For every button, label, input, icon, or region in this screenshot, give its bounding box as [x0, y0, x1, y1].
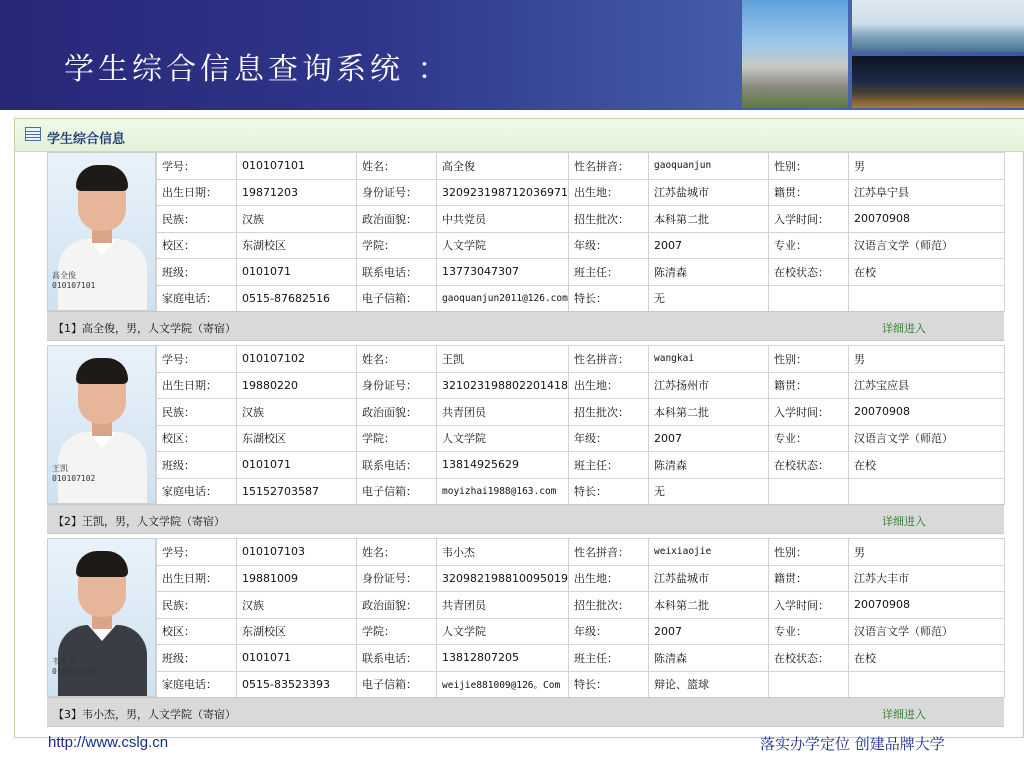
grade-value: 2007 [649, 232, 769, 259]
id-no-label: 身份证号： [357, 565, 437, 592]
name-label: 姓名： [357, 346, 437, 373]
major-label: 专业： [769, 425, 849, 452]
id-no-value: 320982198810095019 [437, 565, 569, 592]
college-value: 人文学院 [437, 425, 569, 452]
id-no-value: 321023198802201418 [437, 372, 569, 399]
status-value: 在校 [849, 452, 1005, 479]
home-phone-label: 家庭电话： [157, 671, 237, 698]
grade-value: 2007 [649, 618, 769, 645]
pinyin-label: 性名拼音： [569, 539, 649, 566]
phone-value: 13812807205 [437, 645, 569, 672]
grade-label: 年级： [569, 618, 649, 645]
campus-label: 校区： [157, 232, 237, 259]
specialty-label: 特长： [569, 285, 649, 312]
batch-value: 本科第二批 [649, 592, 769, 619]
specialty-value: 无 [649, 478, 769, 505]
teacher-label: 班主任： [569, 452, 649, 479]
empty-cell [769, 478, 849, 505]
student-info-table [156, 538, 1005, 698]
pinyin-label: 性名拼音： [569, 153, 649, 180]
table-row [157, 645, 1005, 672]
college-value: 人文学院 [437, 618, 569, 645]
major-value: 汉语言文学（师范） [849, 232, 1005, 259]
table-row [157, 206, 1005, 233]
enroll-value: 20070908 [849, 399, 1005, 426]
home-phone-value: 15152703587 [237, 478, 357, 505]
teacher-value: 陈清森 [649, 645, 769, 672]
campus-value: 东湖校区 [237, 425, 357, 452]
gender-label: 性别： [769, 153, 849, 180]
college-label: 学院： [357, 425, 437, 452]
student-no-label: 学号： [157, 346, 237, 373]
batch-label: 招生批次： [569, 206, 649, 233]
table-row [157, 372, 1005, 399]
table-icon [25, 127, 41, 141]
major-label: 专业： [769, 618, 849, 645]
status-label: 在校状态： [769, 645, 849, 672]
empty-cell [769, 285, 849, 312]
pinyin-value: weixiaojie [649, 539, 769, 566]
email-value: weijie881009@126。Com [437, 671, 569, 698]
email-value: gaoquanjun2011@126.com [437, 285, 569, 312]
record-summary-text: 【2】王凯，男，人文学院（寄宿） [53, 515, 225, 528]
native-label: 籍贯： [769, 565, 849, 592]
class-value: 0101071 [237, 259, 357, 286]
email-value: moyizhai1988@163.com [437, 478, 569, 505]
enroll-label: 入学时间： [769, 399, 849, 426]
batch-value: 本科第二批 [649, 206, 769, 233]
table-row [157, 452, 1005, 479]
student-info-table [156, 345, 1005, 505]
birth-label: 出生日期： [157, 179, 237, 206]
political-label: 政治面貌： [357, 206, 437, 233]
student-photo [47, 345, 156, 504]
ethnic-label: 民族： [157, 592, 237, 619]
enroll-value: 20070908 [849, 206, 1005, 233]
table-row [157, 539, 1005, 566]
name-value: 王凯 [437, 346, 569, 373]
phone-label: 联系电话： [357, 452, 437, 479]
birthplace-value: 江苏盐城市 [649, 179, 769, 206]
table-row [157, 153, 1005, 180]
table-row [157, 285, 1005, 312]
ethnic-value: 汉族 [237, 592, 357, 619]
empty-cell [769, 671, 849, 698]
enroll-label: 入学时间： [769, 206, 849, 233]
table-row [157, 592, 1005, 619]
political-value: 共青团员 [437, 399, 569, 426]
gender-value: 男 [849, 153, 1005, 180]
student-record [47, 311, 1004, 528]
name-value: 高全俊 [437, 153, 569, 180]
pinyin-label: 性名拼音： [569, 346, 649, 373]
birth-label: 出生日期： [157, 372, 237, 399]
grade-value: 2007 [649, 425, 769, 452]
ethnic-value: 汉族 [237, 206, 357, 233]
name-label: 姓名： [357, 539, 437, 566]
birth-label: 出生日期： [157, 565, 237, 592]
footer-slogan: 落实办学定位 创建品牌大学 [760, 735, 945, 753]
college-label: 学院： [357, 232, 437, 259]
ethnic-label: 民族： [157, 206, 237, 233]
student-no-label: 学号： [157, 153, 237, 180]
photo-caption: 高全俊 010107101 [52, 271, 96, 290]
birthplace-label: 出生地： [569, 179, 649, 206]
pinyin-value: gaoquanjun [649, 153, 769, 180]
email-label: 电子信箱： [357, 671, 437, 698]
table-row [157, 179, 1005, 206]
pinyin-value: wangkai [649, 346, 769, 373]
class-value: 0101071 [237, 645, 357, 672]
specialty-value: 无 [649, 285, 769, 312]
grade-label: 年级： [569, 232, 649, 259]
empty-cell [849, 671, 1005, 698]
home-phone-label: 家庭电话： [157, 285, 237, 312]
phone-value: 13773047307 [437, 259, 569, 286]
student-record [47, 118, 1004, 335]
major-value: 汉语言文学（师范） [849, 618, 1005, 645]
birth-value: 19871203 [237, 179, 357, 206]
campus-building-image [742, 0, 848, 108]
status-value: 在校 [849, 259, 1005, 286]
political-label: 政治面貌： [357, 592, 437, 619]
birthplace-value: 江苏盐城市 [649, 565, 769, 592]
gender-value: 男 [849, 346, 1005, 373]
name-value: 韦小杰 [437, 539, 569, 566]
campus-label: 校区： [157, 425, 237, 452]
teacher-value: 陈清森 [649, 259, 769, 286]
table-row [157, 565, 1005, 592]
birth-value: 19880220 [237, 372, 357, 399]
campus-value: 东湖校区 [237, 232, 357, 259]
status-label: 在校状态： [769, 452, 849, 479]
table-row [157, 399, 1005, 426]
home-phone-value: 0515-83523393 [237, 671, 357, 698]
native-value: 江苏阜宁县 [849, 179, 1005, 206]
id-no-label: 身份证号： [357, 372, 437, 399]
table-row [157, 671, 1005, 698]
campus-value: 东湖校区 [237, 618, 357, 645]
major-value: 汉语言文学（师范） [849, 425, 1005, 452]
batch-label: 招生批次： [569, 592, 649, 619]
table-row [157, 618, 1005, 645]
gender-label: 性别： [769, 346, 849, 373]
record-summary-bar [47, 697, 1004, 727]
home-phone-value: 0515-87682516 [237, 285, 357, 312]
specialty-label: 特长： [569, 671, 649, 698]
campus-night-image [852, 56, 1024, 108]
student-record [47, 504, 1004, 721]
detail-link[interactable]: 详细进入 [882, 515, 926, 528]
teacher-label: 班主任： [569, 645, 649, 672]
native-label: 籍贯： [769, 179, 849, 206]
specialty-value: 辩论、篮球 [649, 671, 769, 698]
native-label: 籍贯： [769, 372, 849, 399]
id-no-label: 身份证号： [357, 179, 437, 206]
student-no-label: 学号： [157, 539, 237, 566]
table-row [157, 425, 1005, 452]
college-value: 人文学院 [437, 232, 569, 259]
enroll-value: 20070908 [849, 592, 1005, 619]
empty-cell [849, 285, 1005, 312]
table-row [157, 478, 1005, 505]
birthplace-label: 出生地： [569, 372, 649, 399]
table-row [157, 346, 1005, 373]
ethnic-value: 汉族 [237, 399, 357, 426]
birthplace-value: 江苏扬州市 [649, 372, 769, 399]
student-no-value: 010107103 [237, 539, 357, 566]
record-summary-text: 【3】韦小杰，男，人文学院（寄宿） [53, 708, 236, 721]
email-label: 电子信箱： [357, 285, 437, 312]
class-label: 班级： [157, 645, 237, 672]
email-label: 电子信箱： [357, 478, 437, 505]
political-value: 中共党员 [437, 206, 569, 233]
political-value: 共青团员 [437, 592, 569, 619]
class-label: 班级： [157, 259, 237, 286]
enroll-label: 入学时间： [769, 592, 849, 619]
class-label: 班级： [157, 452, 237, 479]
page-title: 学生综合信息查询系统 ： [64, 52, 452, 87]
teacher-value: 陈清森 [649, 452, 769, 479]
gender-value: 男 [849, 539, 1005, 566]
phone-value: 13814925629 [437, 452, 569, 479]
header-banner [0, 0, 1024, 110]
student-no-value: 010107102 [237, 346, 357, 373]
native-value: 江苏大丰市 [849, 565, 1005, 592]
photo-caption: 韦小杰 010107103 [52, 657, 96, 676]
campus-lake-image [852, 0, 1024, 52]
political-label: 政治面貌： [357, 399, 437, 426]
student-photo [47, 538, 156, 697]
native-value: 江苏宝应县 [849, 372, 1005, 399]
status-value: 在校 [849, 645, 1005, 672]
phone-label: 联系电话： [357, 645, 437, 672]
teacher-label: 班主任： [569, 259, 649, 286]
student-photo [47, 152, 156, 311]
batch-label: 招生批次： [569, 399, 649, 426]
batch-value: 本科第二批 [649, 399, 769, 426]
grade-label: 年级： [569, 425, 649, 452]
table-row [157, 259, 1005, 286]
campus-label: 校区： [157, 618, 237, 645]
detail-link[interactable]: 详细进入 [882, 708, 926, 721]
footer-url[interactable]: http://www.cslg.cn [48, 734, 169, 751]
id-no-value: 320923198712036971 [437, 179, 569, 206]
photo-caption: 王凯 010107102 [52, 464, 96, 483]
record-summary-text: 【1】高全俊，男，人文学院（寄宿） [53, 322, 236, 335]
table-row [157, 232, 1005, 259]
detail-link[interactable]: 详细进入 [882, 322, 926, 335]
panel-title: 学生综合信息 [47, 132, 126, 147]
name-label: 姓名： [357, 153, 437, 180]
specialty-label: 特长： [569, 478, 649, 505]
status-label: 在校状态： [769, 259, 849, 286]
college-label: 学院： [357, 618, 437, 645]
birthplace-label: 出生地： [569, 565, 649, 592]
student-info-table [156, 152, 1005, 312]
gender-label: 性别： [769, 539, 849, 566]
empty-cell [849, 478, 1005, 505]
home-phone-label: 家庭电话： [157, 478, 237, 505]
major-label: 专业： [769, 232, 849, 259]
birth-value: 19881009 [237, 565, 357, 592]
ethnic-label: 民族： [157, 399, 237, 426]
phone-label: 联系电话： [357, 259, 437, 286]
class-value: 0101071 [237, 452, 357, 479]
student-no-value: 010107101 [237, 153, 357, 180]
